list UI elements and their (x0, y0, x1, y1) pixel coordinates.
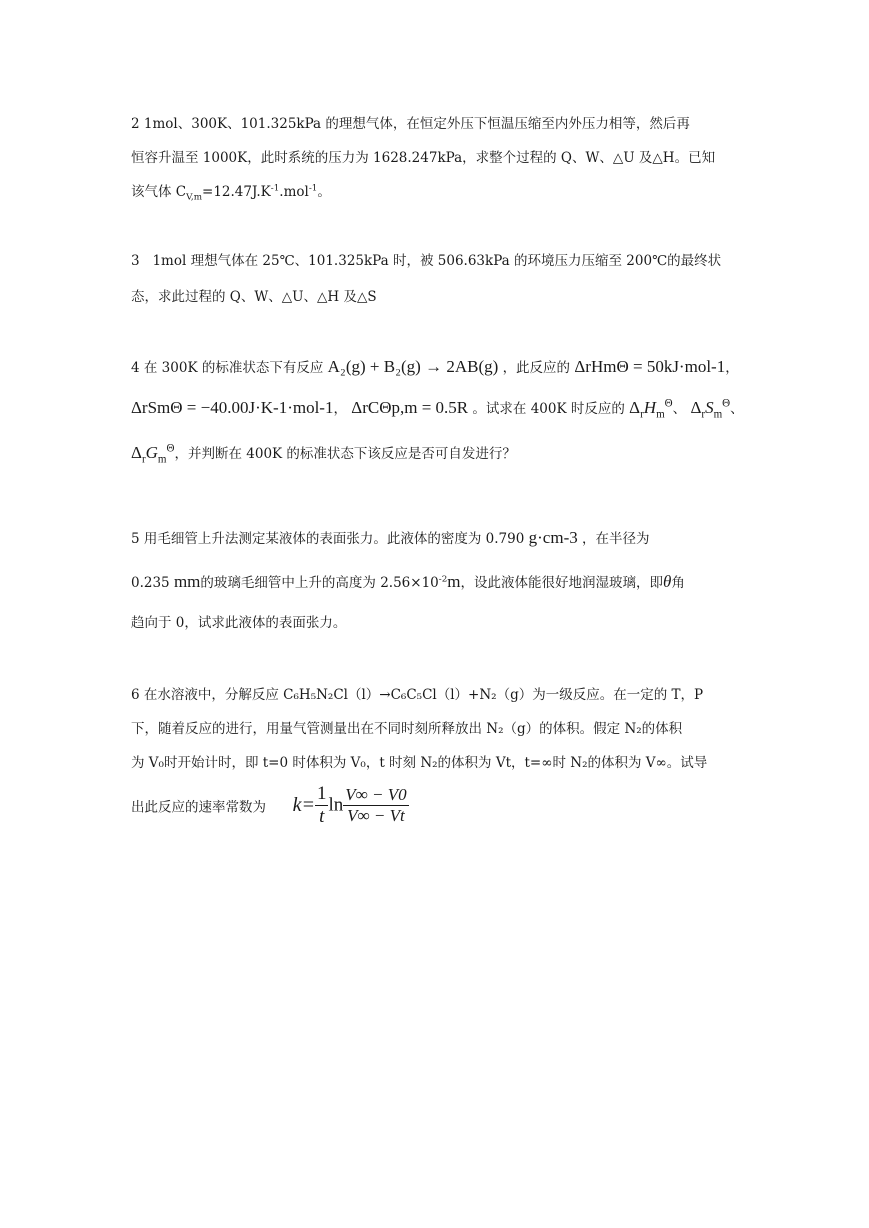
problem-text-segment: ，并判断在 400K 的标准状态下该反应是否可自发进行？ (174, 446, 516, 462)
entropy-value: ΔrSmΘ = −40.00J·K-1·mol-1 (131, 398, 334, 417)
problem-text-segment: ，设此液体能很好地润湿玻璃，即 (460, 575, 664, 591)
problem-text-line: 态，求此过程的 Q、W、△U、△H 及△S (131, 289, 377, 305)
problem-text-segment: 在 300K 的标准状态下有反应 (143, 360, 324, 376)
problem-text-line: 1mol、300K、101.325kPa 的理想气体，在恒定外压下恒温压缩至内外压力相等，然后再 (143, 116, 690, 132)
problem-number: 3 (131, 253, 140, 269)
height-unit: m (447, 572, 461, 591)
fraction-numerator: V∞ − V0 (345, 785, 407, 804)
problem-number: 2 (131, 116, 140, 132)
problem-text-segment: 角 (671, 575, 685, 591)
fraction-denominator: t (319, 806, 325, 827)
fraction-denominator: V∞ − Vt (347, 806, 405, 825)
superscript: -1 (308, 183, 318, 194)
radius-value: 0.235 (131, 575, 170, 591)
problem-text-segment: ，此反应的 (502, 360, 571, 376)
theta-symbol: θ (663, 572, 672, 591)
problem-text-line: 下，随着反应的进行，用量气管测量出在不同时刻所释放出 N₂（g）的体积。假定 N₂的体积 (131, 721, 683, 737)
problem-text-segment: 出此反应的速率常数为 (131, 799, 266, 816)
formula-lhs: k= (292, 794, 315, 816)
reaction-equation: A₂(g) + B₂(g) → 2AB(g) (327, 357, 499, 376)
subscript: V,m (186, 192, 203, 203)
problem-number: 6 (131, 687, 140, 703)
enthalpy-value: ΔrHmΘ = 50kJ·mol-1 (574, 357, 726, 376)
fraction-one-over-t (315, 783, 329, 828)
problem-text-segment: 用毛细管上升法测定某液体的表面张力。此液体的密度为 0.790 (143, 531, 525, 547)
fraction-volumes (343, 785, 408, 826)
natural-log: ln (328, 794, 344, 816)
problem-text-segment: 的玻璃毛细管中上升的高度为 2.56×10 (200, 575, 439, 591)
problem-text-segment: ，在半径为 (582, 531, 650, 547)
problem-number: 4 (131, 360, 140, 376)
problem-text-segment: 。 (317, 184, 331, 200)
problem-text-segment: .mol (279, 184, 309, 200)
problem-text-line: 恒容升温至 1000K，此时系统的压力为 1628.247kPa，求整个过程的 Q、W、△U 及△H。已知 (131, 150, 716, 166)
problem-text-line: 在水溶液中，分解反应 C₆H₅N₂Cl（l）→C₆C₅Cl（l）+N₂（g）为一级反应。在一定的 T，P (143, 687, 704, 703)
problem-text-line: 为 V₀时开始计时，即 t=0 时体积为 V₀，t 时刻 N₂的体积为 Vt，t=∞时 N₂的体积为 V∞。试导 (131, 755, 708, 771)
heat-capacity-value: ΔrCΘp,m = 0.5R (351, 398, 469, 417)
problem-text-segment: 该气体 C (131, 184, 187, 200)
problem-text-line: 趋向于 0，试求此液体的表面张力。 (131, 615, 347, 631)
problem-text-line: 1mol 理想气体在 25℃、101.325kPa 时，被 506.63kPa 的环境压力压缩至 200℃的最终状 (152, 253, 722, 269)
problem-text-segment: =12.47J.K (202, 184, 271, 200)
problem-number: 5 (131, 531, 140, 547)
radius-unit: mm (173, 572, 201, 591)
problem-text-segment: 。试求在 400K 时反应的 (472, 401, 625, 417)
superscript: -2 (438, 574, 448, 585)
superscript: -1 (270, 183, 280, 194)
density-unit: g·cm-3 (528, 528, 578, 547)
fraction-numerator: 1 (316, 783, 327, 804)
